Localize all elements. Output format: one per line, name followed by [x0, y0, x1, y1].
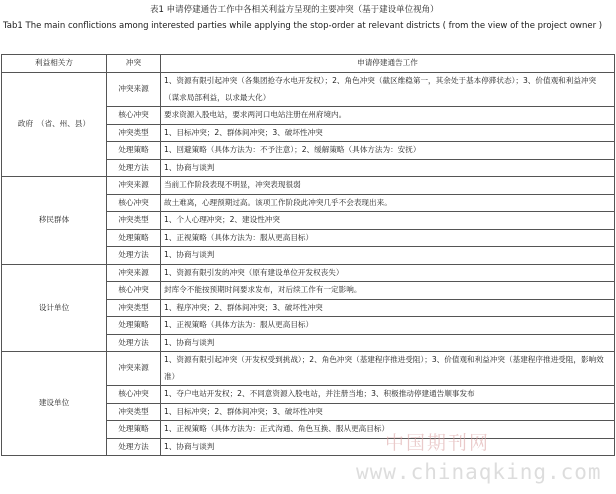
conflict-type-label: 处理方法 [107, 334, 161, 352]
conflict-content: 1、正视策略（具体方法为：服从更高目标） [161, 229, 615, 247]
conflict-content: 1、程序冲突；2、群体间冲突；3、破坏性冲突 [161, 299, 615, 317]
conflict-content: 1、夺户电站开发权；2、不同意资源入股电站，并注册当地；3、积极推动停建通告顺事发布 [161, 386, 615, 404]
party-construction-unit: 建设单位 [2, 352, 107, 456]
party-design-unit: 设计单位 [2, 264, 107, 352]
table-row [2, 177, 615, 195]
conflict-type-label: 处理方法 [107, 247, 161, 265]
conflict-content: 1、个人心理冲突；2、建设性冲突 [161, 212, 615, 230]
conflict-type-label: 冲突来源 [107, 73, 161, 107]
table-row [2, 264, 615, 282]
conflict-content: 1、正视策略（具体方法为：正式沟通、角色互换、服从更高目标） [161, 421, 615, 439]
conflict-content: 1、目标冲突；2、群体间冲突；3、破坏性冲突 [161, 124, 615, 142]
conflict-type-label: 核心冲突 [107, 107, 161, 125]
conflict-content: 1、协商与谈判 [161, 334, 615, 352]
conflict-content: 1、回避策略（具体方法为：不予注意）；2、缓解策略（具体方法为：安抚） [161, 142, 615, 160]
conflict-content: 1、资源有限引起冲突（开发权受到挑战）；2、角色冲突（基建程序推进受阻）；3、价值观和利益冲突（基建程序推进受阻，影响效准） [161, 352, 615, 386]
conflict-type-label: 处理方法 [107, 159, 161, 177]
table-row [2, 352, 615, 386]
conflict-type-label: 冲突类型 [107, 403, 161, 421]
conflict-type-label: 处理策略 [107, 421, 161, 439]
header-conflict: 冲突 [107, 55, 161, 73]
watermark-chinese: 中国期刊网 [385, 432, 491, 454]
conflict-type-label: 处理策略 [107, 229, 161, 247]
conflict-content: 1、协商与谈判 [161, 247, 615, 265]
conflict-content: 1、目标冲突；2、群体间冲突；3、破坏性冲突 [161, 403, 615, 421]
conflict-type-label: 核心冲突 [107, 194, 161, 212]
table-caption-english: Tab1 The main conflictions among interested parties while applying the stop-order at relevant districts ( from the view of the project owner ) [3, 21, 603, 31]
conflict-content: 1、资源有限引发的冲突（原有建设单位开发权丧失） [161, 264, 615, 282]
conflict-content: 1、协商与谈判 [161, 438, 615, 456]
table-header-row [2, 55, 615, 73]
header-stakeholder: 利益相关方 [2, 55, 107, 73]
conflict-type-label: 核心冲突 [107, 386, 161, 404]
conflict-content: 1、协商与谈判 [161, 159, 615, 177]
conflict-content: 故土难离，心理预期过高。该项工作阶段此冲突几乎不会表现出来。 [161, 194, 615, 212]
conflict-type-label: 处理策略 [107, 142, 161, 160]
table-caption-chinese: 表1 申请停建通告工作中各相关利益方呈现的主要冲突（基于建设单位视角） [150, 5, 439, 15]
conflict-type-label: 处理策略 [107, 317, 161, 335]
conflict-type-label: 冲突类型 [107, 299, 161, 317]
conflict-table [1, 54, 615, 456]
conflict-content: 当前工作阶段表现不明显，冲突表现很弱 [161, 177, 615, 195]
conflict-content: 封库令不能按预期时间要求发布，对后续工作有一定影响。 [161, 282, 615, 300]
conflict-content: 要求资源入股电站，要求两河口电站注册在州府境内。 [161, 107, 615, 125]
conflict-content: 1、正视策略（具体方法为：服从更高目标） [161, 317, 615, 335]
watermark-url: www.chinaqking.com [356, 460, 602, 484]
table-row [2, 73, 615, 107]
conflict-type-label: 冲突来源 [107, 177, 161, 195]
party-migrants: 移民群体 [2, 177, 107, 265]
conflict-type-label: 冲突类型 [107, 124, 161, 142]
conflict-type-label: 冲突来源 [107, 352, 161, 386]
conflict-type-label: 核心冲突 [107, 282, 161, 300]
conflict-type-label: 处理方法 [107, 438, 161, 456]
conflict-type-label: 冲突类型 [107, 212, 161, 230]
conflict-type-label: 冲突来源 [107, 264, 161, 282]
conflict-content: 1、资源有限引起冲突（各集团抢夺水电开发权）；2、角色冲突（截区维稳第一，其余处于基本停滞状态）；3、价值观和利益冲突（谋求局部利益，以求最大化） [161, 73, 615, 107]
party-government: 政府 （省、州、县） [2, 73, 107, 177]
header-work: 申请停建通告工作 [161, 55, 615, 73]
